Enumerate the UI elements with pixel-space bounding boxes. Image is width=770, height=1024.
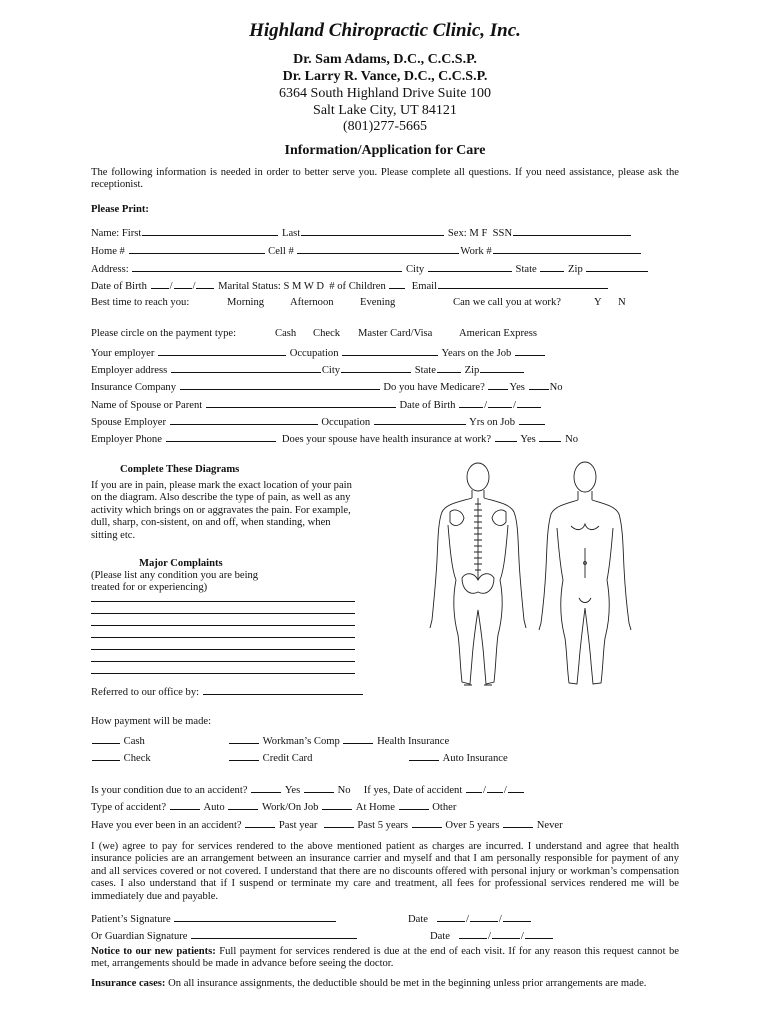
accident-date-year[interactable]	[508, 782, 524, 793]
pm-credit-row	[228, 750, 312, 765]
ever-past5-label: Past 5 years	[357, 820, 409, 831]
accident-auto-label: Auto	[203, 802, 225, 813]
medicare-no-field[interactable]	[529, 379, 549, 390]
patient-signature-field[interactable]	[174, 911, 336, 922]
employer-label: Your employer	[91, 348, 155, 359]
address-line-2: Salt Lake City, UT 84121	[313, 103, 457, 118]
city-label: City	[405, 264, 425, 275]
children-field[interactable]	[389, 278, 405, 289]
guardian-date-row: Date / /	[430, 928, 554, 943]
payment-type-label: Please circle on the payment type:	[91, 328, 237, 339]
medicare-no-label: No	[549, 382, 563, 393]
pm-credit-label: Credit Card	[262, 753, 313, 764]
spouse-dob-label: Date of Birth	[399, 400, 456, 411]
notice-new-patients	[91, 946, 679, 971]
cell-phone-label: Cell #	[268, 246, 294, 257]
phone: (801)277-5665	[343, 119, 427, 134]
accident-work-field[interactable]	[228, 799, 258, 810]
pm-auto-label: Auto Insurance	[442, 753, 508, 764]
years-field[interactable]	[515, 345, 545, 356]
doctor-1: Dr. Sam Adams, D.C., C.C.S.P.	[293, 52, 477, 67]
pm-check-field[interactable]	[92, 750, 120, 761]
ever-over5-field[interactable]	[412, 817, 442, 828]
best-time-label: Best time to reach you:	[91, 297, 190, 308]
referred-field[interactable]	[203, 684, 363, 695]
call-at-work-label: Can we call you at work?	[453, 297, 561, 308]
pm-auto-field[interactable]	[409, 750, 439, 761]
dob-day-field[interactable]	[174, 278, 192, 289]
body-diagram-back[interactable]	[428, 460, 528, 690]
ssn-field[interactable]	[513, 225, 631, 236]
dob-row: Date of Birth / / Marital Status: S M W D # of Children Email	[91, 278, 609, 293]
accident-type-label: Type of accident?	[91, 802, 167, 813]
pm-workmans-field[interactable]	[229, 733, 259, 744]
employer-phone-row	[91, 431, 578, 446]
email-field[interactable]	[438, 278, 608, 289]
patient-date-day[interactable]	[470, 911, 498, 922]
insurance-label: Insurance Company	[91, 382, 177, 393]
payment-amex[interactable]: American Express	[459, 328, 537, 339]
accident-ever-row	[91, 817, 563, 832]
dob-month-field[interactable]	[151, 278, 169, 289]
complaint-line-5[interactable]	[91, 649, 355, 650]
accident-row: Is your condition due to an accident? Yes No If yes, Date of accident / /	[91, 782, 525, 797]
patient-signature-row	[91, 911, 337, 926]
diagrams-instructions: If you are in pain, please mark the exact location of your pain on the diagram. Also describe the type of pain, as well as any activity which brings on or aggravates the pain. For example, dull, sharp, con-sistent, on and off, when standing, when sitting etc.	[91, 480, 352, 541]
accident-other-field[interactable]	[399, 799, 429, 810]
complaint-line-2[interactable]	[91, 613, 355, 614]
first-label: First	[121, 228, 142, 239]
pm-workmans-row	[228, 733, 449, 748]
insurance-cases	[91, 978, 679, 990]
patient-date-month[interactable]	[437, 911, 465, 922]
accident-auto-field[interactable]	[170, 799, 200, 810]
ever-past5-field[interactable]	[324, 817, 354, 828]
accident-date-label: If yes, Date of accident	[363, 785, 463, 796]
payment-cash[interactable]: Cash	[275, 328, 297, 339]
pm-health-field[interactable]	[343, 733, 373, 744]
address-row	[91, 261, 649, 276]
home-phone-field[interactable]	[129, 243, 265, 254]
sex-label[interactable]: Sex: M F	[447, 228, 488, 239]
employer-field[interactable]	[158, 345, 286, 356]
address-label: Address:	[91, 264, 129, 275]
ever-never-label: Never	[536, 820, 563, 831]
last-label: Last	[282, 228, 301, 239]
patient-date-row: Date / /	[408, 911, 532, 926]
call-at-work-no[interactable]: N	[618, 297, 626, 308]
spouse-yrs-label: Yrs on Job	[469, 417, 516, 428]
guardian-date-year[interactable]	[525, 928, 553, 939]
accident-home-label: At Home	[355, 802, 395, 813]
pm-cash-label: Cash	[123, 736, 145, 747]
employer-city-label: City	[321, 365, 341, 376]
guardian-signature-field[interactable]	[191, 928, 357, 939]
employer-address-field[interactable]	[171, 362, 321, 373]
employer-address-label: Employer address	[91, 365, 168, 376]
notice-bold: Notice to our new patients:	[91, 946, 216, 957]
agreement-text: I (we) agree to pay for services rendered to the above mentioned patient as charges are incurred. I understand and agree that health insurance policies are an arrangement between an insurance carrier and myself and that I am personally responsible for payment of any and all services covered or not covered. I understand that there are no discounts offered with personal injury or workman’s compensation cases. I also understand that if I suspend or terminate my care and treatment, all fees for professional services rendered me will be immediately due and payable.	[91, 841, 679, 902]
phone-row	[91, 243, 642, 258]
pm-check-label: Check	[123, 753, 151, 764]
pm-credit-field[interactable]	[229, 750, 259, 761]
pm-cash-row	[91, 733, 145, 748]
email-label: Email	[411, 281, 438, 292]
employer-phone-label: Employer Phone	[91, 434, 162, 445]
spouse-ins-no-label: No	[565, 434, 579, 445]
state-field[interactable]	[540, 261, 564, 272]
ssn-label: SSN	[492, 228, 513, 239]
guardian-signature-row	[91, 928, 358, 943]
spouse-insurance-label: Does your spouse have health insurance at work?	[281, 434, 492, 445]
accident-yes-label: Yes	[284, 785, 301, 796]
accident-ever-label: Have you ever been in an accident?	[91, 820, 242, 831]
dob-year-field[interactable]	[196, 278, 214, 289]
option-evening[interactable]: Evening	[360, 297, 396, 308]
employer-phone-field[interactable]	[166, 431, 276, 442]
employer-address-row	[91, 362, 525, 377]
pm-check-row	[91, 750, 151, 765]
city-field[interactable]	[428, 261, 512, 272]
insurance-cases-bold: Insurance cases:	[91, 978, 166, 989]
please-print: Please Print:	[91, 204, 149, 215]
years-label: Years on the Job	[441, 348, 512, 359]
accident-home-field[interactable]	[322, 799, 352, 810]
diagrams-heading: Complete These Diagrams	[120, 464, 240, 475]
accident-other-label: Other	[432, 802, 457, 813]
address-field[interactable]	[132, 261, 402, 272]
complaints-heading: Major Complaints	[139, 558, 223, 569]
spouse-dob-month[interactable]	[459, 397, 483, 408]
ever-past-year-field[interactable]	[245, 817, 275, 828]
spouse-yrs-field[interactable]	[519, 414, 545, 425]
employer-row	[91, 345, 546, 360]
occupation-field[interactable]	[342, 345, 438, 356]
cell-phone-field[interactable]	[297, 243, 459, 254]
pm-workmans-label: Workman’s Comp	[262, 736, 340, 747]
complaints-sub-1: (Please list any condition you are being	[91, 570, 259, 581]
patient-signature-label: Patient’s Signature	[91, 914, 171, 925]
spouse-occupation-label: Occupation	[321, 417, 371, 428]
spouse-label: Name of Spouse or Parent	[91, 400, 203, 411]
patient-date-label: Date	[408, 914, 428, 925]
accident-work-label: Work/On Job	[261, 802, 319, 813]
spouse-ins-yes-label: Yes	[520, 434, 536, 445]
complaint-line-7[interactable]	[91, 673, 355, 674]
occupation-label: Occupation	[289, 348, 339, 359]
payment-mastercard-visa[interactable]: Master Card/Visa	[358, 328, 433, 339]
guardian-date-day[interactable]	[492, 928, 520, 939]
pm-auto-row	[408, 750, 508, 765]
guardian-date-label: Date	[430, 931, 450, 942]
call-at-work-yes[interactable]: Y	[594, 297, 602, 308]
notice-text: Full payment for services rendered is due at the end of each visit. If for any reason this request cannot be met, arrangements should be made in advance before seeing the doctor.	[91, 946, 679, 970]
insurance-row	[91, 379, 563, 394]
zip-field[interactable]	[586, 261, 648, 272]
clinic-name: Highland Chiropractic Clinic, Inc.	[249, 20, 521, 41]
employer-state-field[interactable]	[437, 362, 461, 373]
intro-text: The following information is needed in order to better serve you. Please complete all questions. If you need assistance, please ask the receptionist.	[91, 167, 679, 191]
pm-health-label: Health Insurance	[377, 736, 450, 747]
medicare-yes-label: Yes	[509, 382, 525, 393]
accident-type-row	[91, 799, 456, 814]
complaint-line-3[interactable]	[91, 625, 355, 626]
spouse-occupation-field[interactable]	[374, 414, 466, 425]
complaints-sub-2: treated for or experiencing)	[91, 582, 208, 593]
referred-label: Referred to our office by:	[91, 687, 200, 698]
payment-method-label: How payment will be made:	[91, 716, 212, 727]
ever-never-field[interactable]	[503, 817, 533, 828]
last-name-field[interactable]	[301, 225, 444, 236]
spouse-dob-year[interactable]	[517, 397, 541, 408]
insurance-cases-text: On all insurance assignments, the deductible should be met in the beginning unless prior arrangements are made.	[165, 978, 647, 989]
payment-check[interactable]: Check	[313, 328, 341, 339]
spouse-row: Name of Spouse or Parent Date of Birth / /	[91, 397, 542, 412]
medicare-label: Do you have Medicare?	[383, 382, 485, 393]
guardian-date-month[interactable]	[459, 928, 487, 939]
doctor-2: Dr. Larry R. Vance, D.C., C.C.S.P.	[282, 69, 488, 84]
spouse-employer-row	[91, 414, 546, 429]
home-phone-label: Home #	[91, 246, 125, 257]
spouse-ins-no-field[interactable]	[539, 431, 561, 442]
spouse-ins-yes-field[interactable]	[495, 431, 517, 442]
accident-date-month[interactable]	[466, 782, 482, 793]
accident-due-label: Is your condition due to an accident?	[91, 785, 248, 796]
ever-past-year-label: Past year	[278, 820, 318, 831]
dob-label: Date of Birth	[91, 281, 147, 292]
state-label: State	[515, 264, 537, 275]
name-row	[91, 225, 632, 240]
accident-no-field[interactable]	[304, 782, 334, 793]
referred-row	[91, 684, 364, 699]
complaint-line-6[interactable]	[91, 661, 355, 662]
first-name-field[interactable]	[142, 225, 278, 236]
option-morning[interactable]: Morning	[227, 297, 265, 308]
name-label: Name:	[91, 228, 120, 239]
employer-state-label: State	[414, 365, 436, 376]
spouse-dob-day[interactable]	[488, 397, 512, 408]
complaint-line-1[interactable]	[91, 601, 355, 602]
spouse-employer-field[interactable]	[170, 414, 318, 425]
marital-status[interactable]: Marital Status: S M W D	[218, 281, 324, 292]
body-diagram-front[interactable]	[535, 458, 635, 688]
work-phone-label: Work #	[460, 246, 492, 257]
spouse-field[interactable]	[206, 397, 396, 408]
work-phone-field[interactable]	[493, 243, 641, 254]
option-afternoon[interactable]: Afternoon	[290, 297, 334, 308]
pm-cash-field[interactable]	[92, 733, 120, 744]
accident-date-day[interactable]	[487, 782, 503, 793]
medicare-yes-field[interactable]	[488, 379, 508, 390]
ever-over5-label: Over 5 years	[445, 820, 500, 831]
children-label: # of Children	[329, 281, 386, 292]
patient-date-year[interactable]	[503, 911, 531, 922]
accident-yes-field[interactable]	[251, 782, 281, 793]
accident-no-label: No	[337, 785, 351, 796]
form-title: Information/Application for Care	[284, 143, 486, 158]
address-line-1: 6364 South Highland Drive Suite 100	[279, 86, 491, 101]
employer-zip-label: Zip	[464, 365, 480, 376]
zip-label: Zip	[568, 264, 583, 275]
guardian-signature-label: Or Guardian Signature	[91, 931, 188, 942]
spouse-employer-label: Spouse Employer	[91, 417, 167, 428]
complaint-line-4[interactable]	[91, 637, 355, 638]
employer-city-field[interactable]	[341, 362, 411, 373]
insurance-field[interactable]	[180, 379, 380, 390]
employer-zip-field[interactable]	[480, 362, 524, 373]
